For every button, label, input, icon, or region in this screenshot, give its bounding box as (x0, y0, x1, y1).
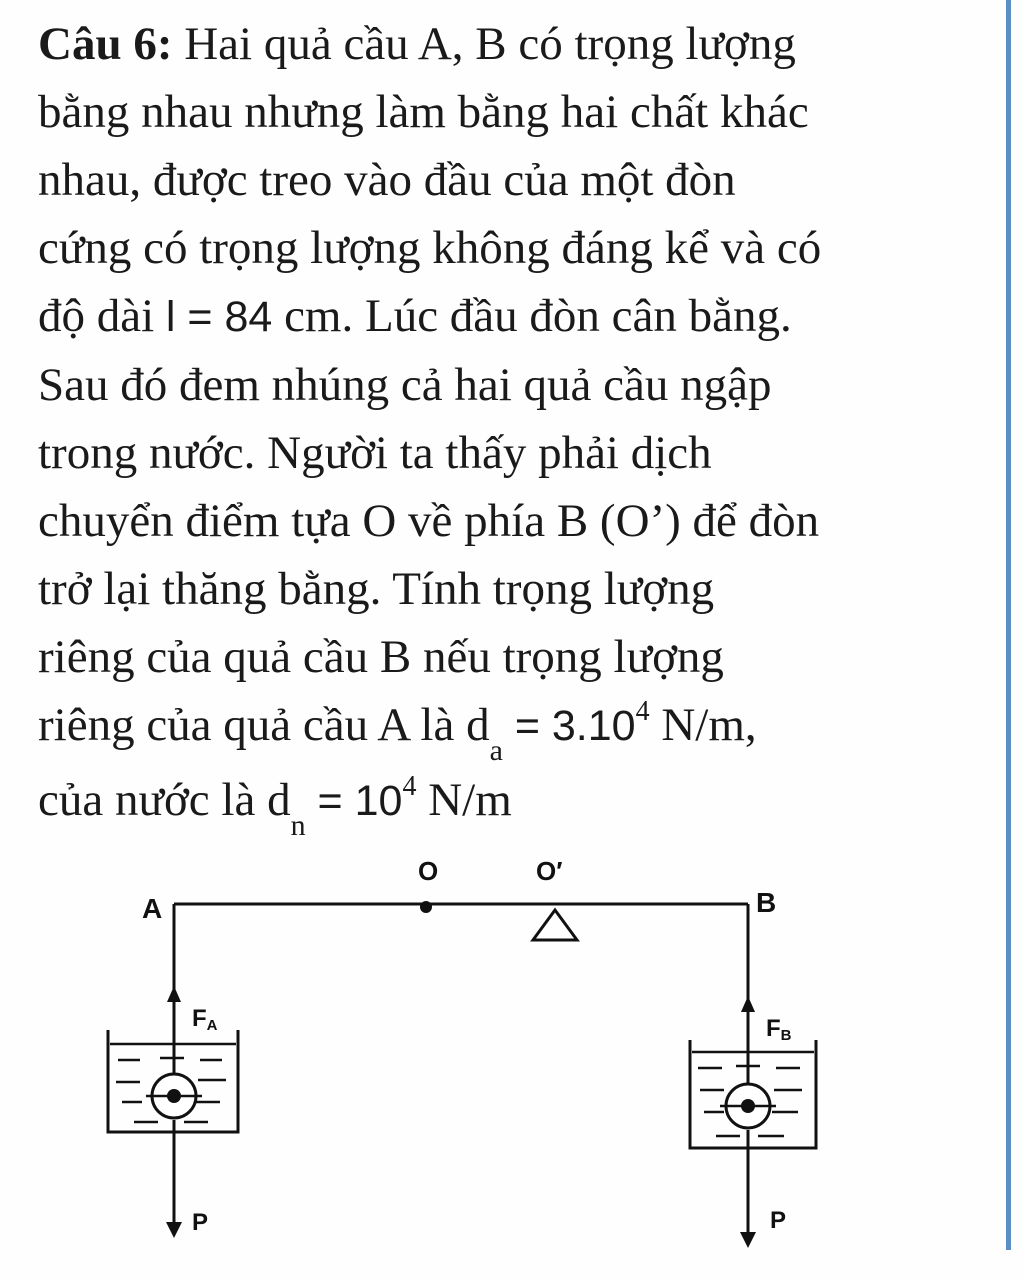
label-o: O (418, 856, 439, 886)
label-p-left: P (192, 1209, 209, 1236)
question-label: Câu 6: (38, 18, 173, 70)
problem-line-11: riêng của quả cầu A là $d_a = 3.10^4$ N/m, (38, 696, 757, 767)
problem-text (38, 10, 1002, 841)
label-b: B (756, 887, 777, 918)
lever-diagram (100, 840, 840, 1270)
problem-line-7: trong nước. Người ta thấy phải dịch (38, 427, 712, 479)
label-a: A (142, 893, 163, 924)
margin-rule (1006, 0, 1011, 1250)
da-subscript: a (489, 734, 503, 767)
problem-line-10: riêng của quả cầu B nếu trọng lượng (38, 631, 724, 683)
label-fa: FA (192, 1005, 218, 1034)
da-unit: N/m, (649, 699, 757, 751)
dn-symbol: d (267, 774, 291, 826)
pivot-o-point (420, 901, 432, 913)
label-p-right: P (770, 1207, 787, 1234)
dn-exponent: 4 (402, 771, 417, 802)
label-o-prime: O′ (536, 856, 563, 886)
lever-diagram-svg (100, 840, 840, 1270)
dn-subscript: n (290, 809, 306, 842)
dn-value: = 10 (305, 777, 403, 825)
right-buoyancy-arrowhead (741, 996, 755, 1012)
problem-line-1: Câu 6: Hai quả cầu A, B có trọng lượng (38, 18, 796, 70)
right-weight-arrowhead (740, 1232, 756, 1248)
da-value: = 3.10 (502, 702, 636, 750)
da-exponent: 4 (635, 696, 650, 727)
label-fb: FB (766, 1015, 792, 1044)
problem-line-4: cứng có trọng lượng không đáng kể và có (38, 222, 822, 274)
problem-line-2: bằng nhau nhưng làm bằng hai chất khác (38, 86, 809, 138)
problem-line-9: trở lại thăng bằng. Tính trọng lượng (38, 563, 715, 615)
left-buoyancy-arrowhead (167, 986, 181, 1002)
problem-line-12: của nước là $d_n = 10^4$ N/m (38, 771, 512, 842)
problem-line-3: nhau, được treo vào đầu của một đòn (38, 154, 736, 206)
da-symbol: d (466, 699, 490, 751)
problem-line-6: Sau đó đem nhúng cả hai quả cầu ngập (38, 359, 772, 411)
dn-unit: N/m (416, 774, 512, 826)
fulcrum-triangle (533, 910, 577, 940)
problem-line-8: chuyển điểm tựa O về phía B (O’) để đòn (38, 495, 820, 547)
length-expression: l = 84 (165, 293, 273, 341)
problem-line-5: độ dài l = 84 cm. Lúc đầu đòn cân bằng. (38, 290, 792, 342)
left-weight-arrowhead (166, 1222, 182, 1238)
